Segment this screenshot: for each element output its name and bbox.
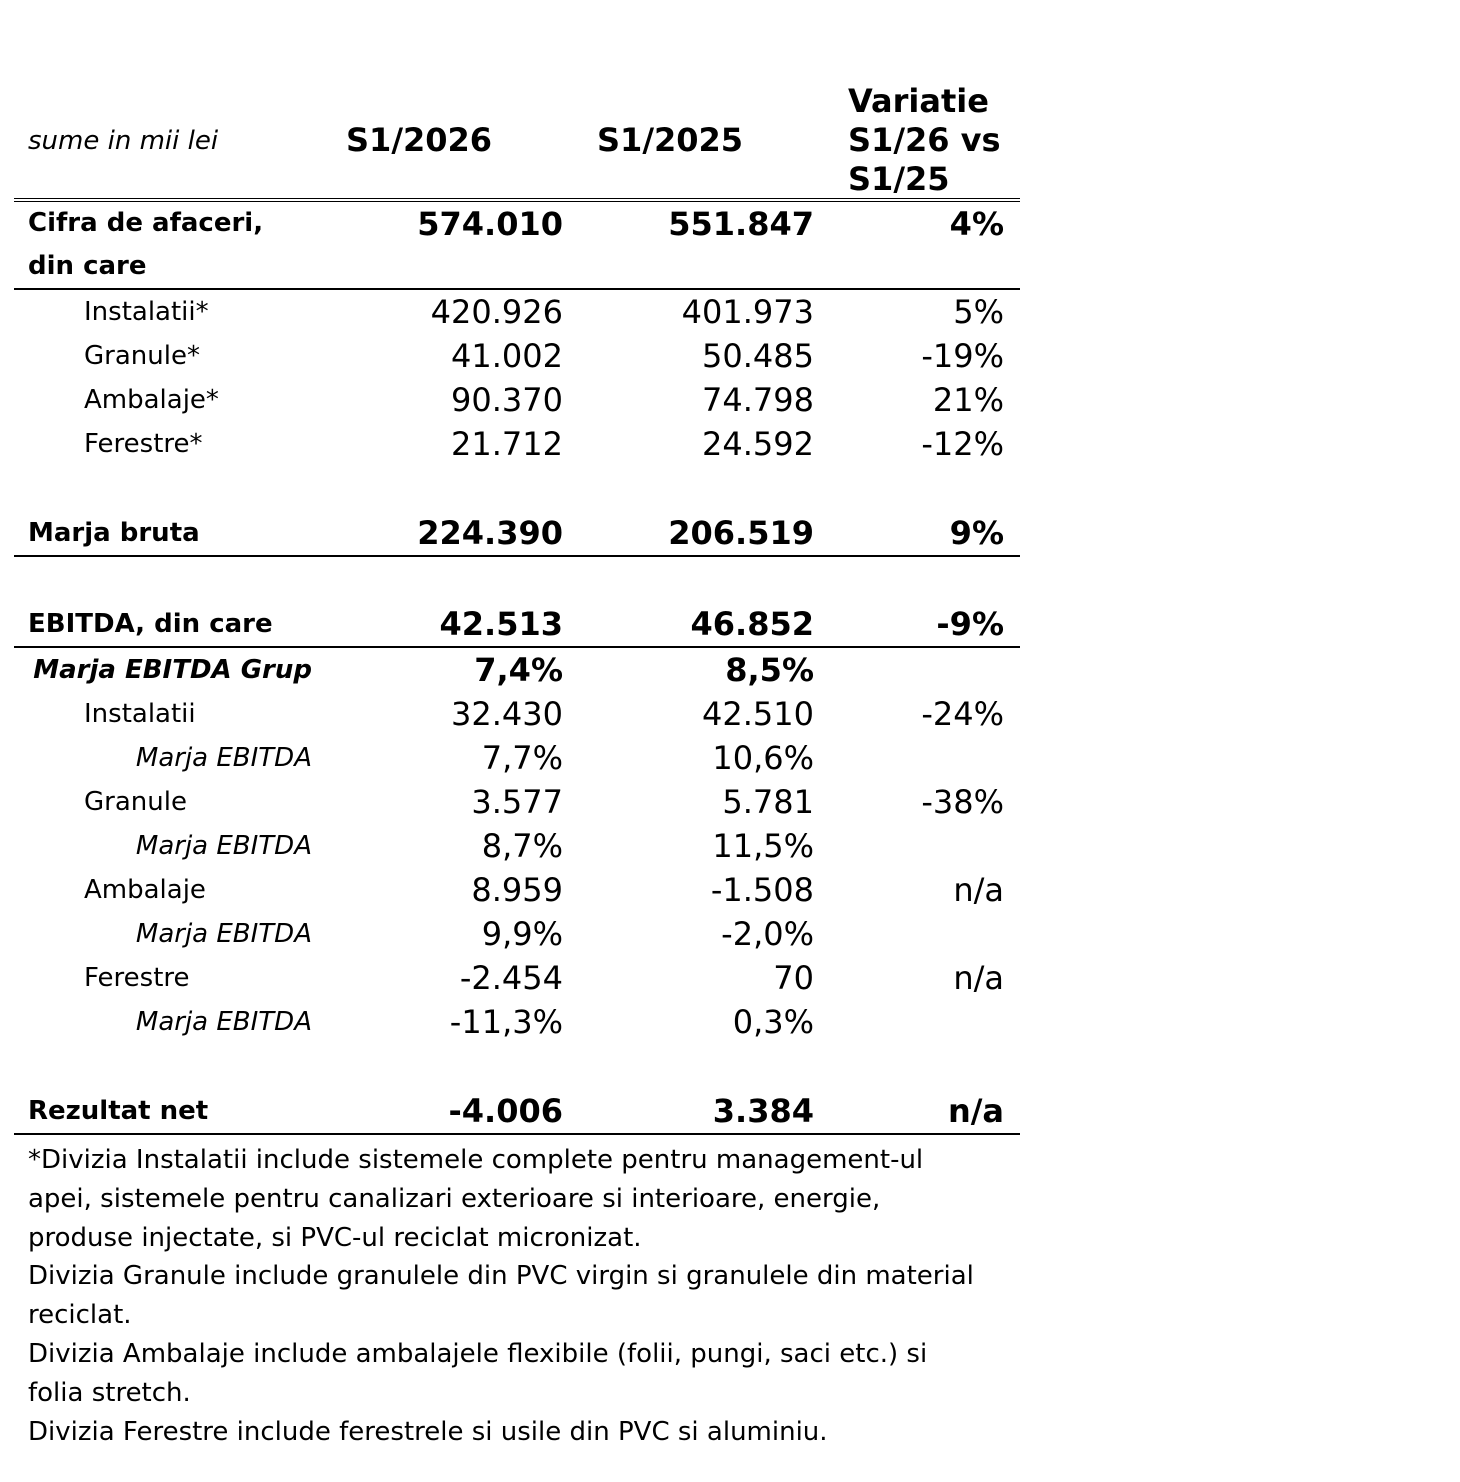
footnote-granule: Divizia Granule include granulele din PVC virgin si granulele din material reciclat. — [28, 1261, 974, 1331]
table-row-ebitda — [14, 602, 1020, 648]
value-variation: 4% — [949, 205, 1004, 243]
value-s1-2026: 21.712 — [451, 425, 563, 463]
table-row — [14, 780, 1020, 824]
footnote-instalatii: *Divizia Instalatii include sistemele complete pentru management-ul apei, sistemele pentru canalizari exterioare si interioare, energie, produse injectate, si PVC-ul reciclat micronizat. — [28, 1145, 924, 1253]
spacer-row — [14, 1044, 1020, 1089]
value-variation: 5% — [953, 293, 1004, 331]
column-header-s1-2026: S1/2026 — [346, 121, 493, 159]
row-label: Marja EBITDA — [135, 743, 312, 773]
value-s1-2026: -4.006 — [448, 1092, 563, 1130]
table-row — [14, 1000, 1020, 1044]
table-row — [14, 868, 1020, 912]
row-label: Marja EBITDA — [135, 1007, 312, 1037]
table-row — [14, 334, 1020, 378]
spacer-row — [14, 557, 1020, 602]
value-s1-2025: 5.781 — [722, 783, 814, 821]
value-variation: -38% — [921, 783, 1004, 821]
table-row — [14, 824, 1020, 868]
value-s1-2025: 50.485 — [702, 337, 814, 375]
value-variation: -24% — [921, 695, 1004, 733]
value-s1-2026: 7,4% — [474, 651, 563, 689]
table-row — [14, 736, 1020, 780]
value-s1-2026: 32.430 — [451, 695, 563, 733]
value-variation: n/a — [953, 871, 1004, 909]
value-s1-2026: 8,7% — [481, 827, 563, 865]
value-s1-2025: 46.852 — [690, 605, 814, 643]
value-variation: -19% — [921, 337, 1004, 375]
value-s1-2025: 3.384 — [712, 1092, 814, 1130]
row-label: Marja EBITDA — [135, 919, 312, 949]
value-s1-2025: 42.510 — [702, 695, 814, 733]
value-s1-2025: 8,5% — [725, 651, 814, 689]
row-label: EBITDA, din care — [28, 609, 273, 639]
value-s1-2026: 41.002 — [451, 337, 563, 375]
row-label: Instalatii — [84, 699, 196, 729]
value-variation: 21% — [932, 381, 1004, 419]
value-s1-2026: 42.513 — [439, 605, 563, 643]
column-header-s1-2025: S1/2025 — [597, 121, 744, 159]
row-label: Ambalaje* — [84, 385, 219, 415]
value-variation: n/a — [947, 1092, 1004, 1130]
value-s1-2025: 24.592 — [702, 425, 814, 463]
value-s1-2025: 206.519 — [668, 514, 814, 552]
row-label: Ambalaje — [84, 875, 206, 905]
row-label: Granule* — [84, 341, 200, 371]
row-label: Instalatii* — [84, 297, 209, 327]
value-variation: n/a — [953, 959, 1004, 997]
table-row-group-ebitda-margin — [14, 648, 1020, 692]
unit-label: sume in mii lei — [28, 126, 219, 156]
column-header-variation: Variatie S1/26 vs S1/25 — [848, 82, 1001, 198]
value-variation: -9% — [936, 605, 1004, 643]
table-row — [14, 956, 1020, 1000]
footnote-ferestre: Divizia Ferestre include ferestrele si usile din PVC si aluminiu. — [28, 1416, 828, 1447]
table-row-turnover — [14, 202, 1020, 290]
spacer-row — [14, 466, 1020, 511]
footnotes — [14, 1141, 978, 1451]
value-s1-2026: 574.010 — [417, 205, 563, 243]
row-label: Marja EBITDA — [135, 831, 312, 861]
value-s1-2026: 420.926 — [430, 293, 563, 331]
value-s1-2026: 3.577 — [471, 783, 563, 821]
value-s1-2025: 11,5% — [712, 827, 814, 865]
footnote-ambalaje: Divizia Ambalaje include ambalajele flexibile (folii, pungi, saci etc.) si folia stretch. — [28, 1338, 928, 1408]
table-row-net-result — [14, 1089, 1020, 1135]
value-s1-2026: 224.390 — [417, 514, 563, 552]
value-s1-2025: -2,0% — [721, 915, 814, 953]
value-variation: 9% — [949, 514, 1004, 552]
table-row — [14, 692, 1020, 736]
financial-table — [14, 80, 1020, 1451]
value-s1-2025: 0,3% — [732, 1003, 814, 1041]
value-s1-2026: -2.454 — [459, 959, 563, 997]
value-s1-2025: -1.508 — [710, 871, 814, 909]
value-s1-2026: -11,3% — [449, 1003, 563, 1041]
value-s1-2026: 90.370 — [451, 381, 563, 419]
value-s1-2025: 10,6% — [712, 739, 814, 777]
row-label: Granule — [84, 787, 187, 817]
table-row — [14, 912, 1020, 956]
row-label: Ferestre — [84, 963, 190, 993]
table-row — [14, 378, 1020, 422]
value-s1-2025: 551.847 — [668, 205, 814, 243]
row-label: Marja EBITDA Grup — [33, 655, 312, 685]
value-variation: -12% — [921, 425, 1004, 463]
value-s1-2026: 7,7% — [481, 739, 563, 777]
value-s1-2025: 70 — [773, 959, 814, 997]
value-s1-2025: 401.973 — [681, 293, 814, 331]
table-row-gross-margin — [14, 511, 1020, 557]
table-header — [14, 80, 1020, 202]
value-s1-2025: 74.798 — [702, 381, 814, 419]
value-s1-2026: 8.959 — [471, 871, 563, 909]
row-label: Ferestre* — [84, 429, 203, 459]
table-row — [14, 290, 1020, 334]
row-label: Cifra de afaceri, din care — [28, 208, 264, 281]
row-label: Marja bruta — [28, 518, 200, 548]
row-label: Rezultat net — [28, 1096, 209, 1126]
value-s1-2026: 9,9% — [481, 915, 563, 953]
table-row — [14, 422, 1020, 466]
